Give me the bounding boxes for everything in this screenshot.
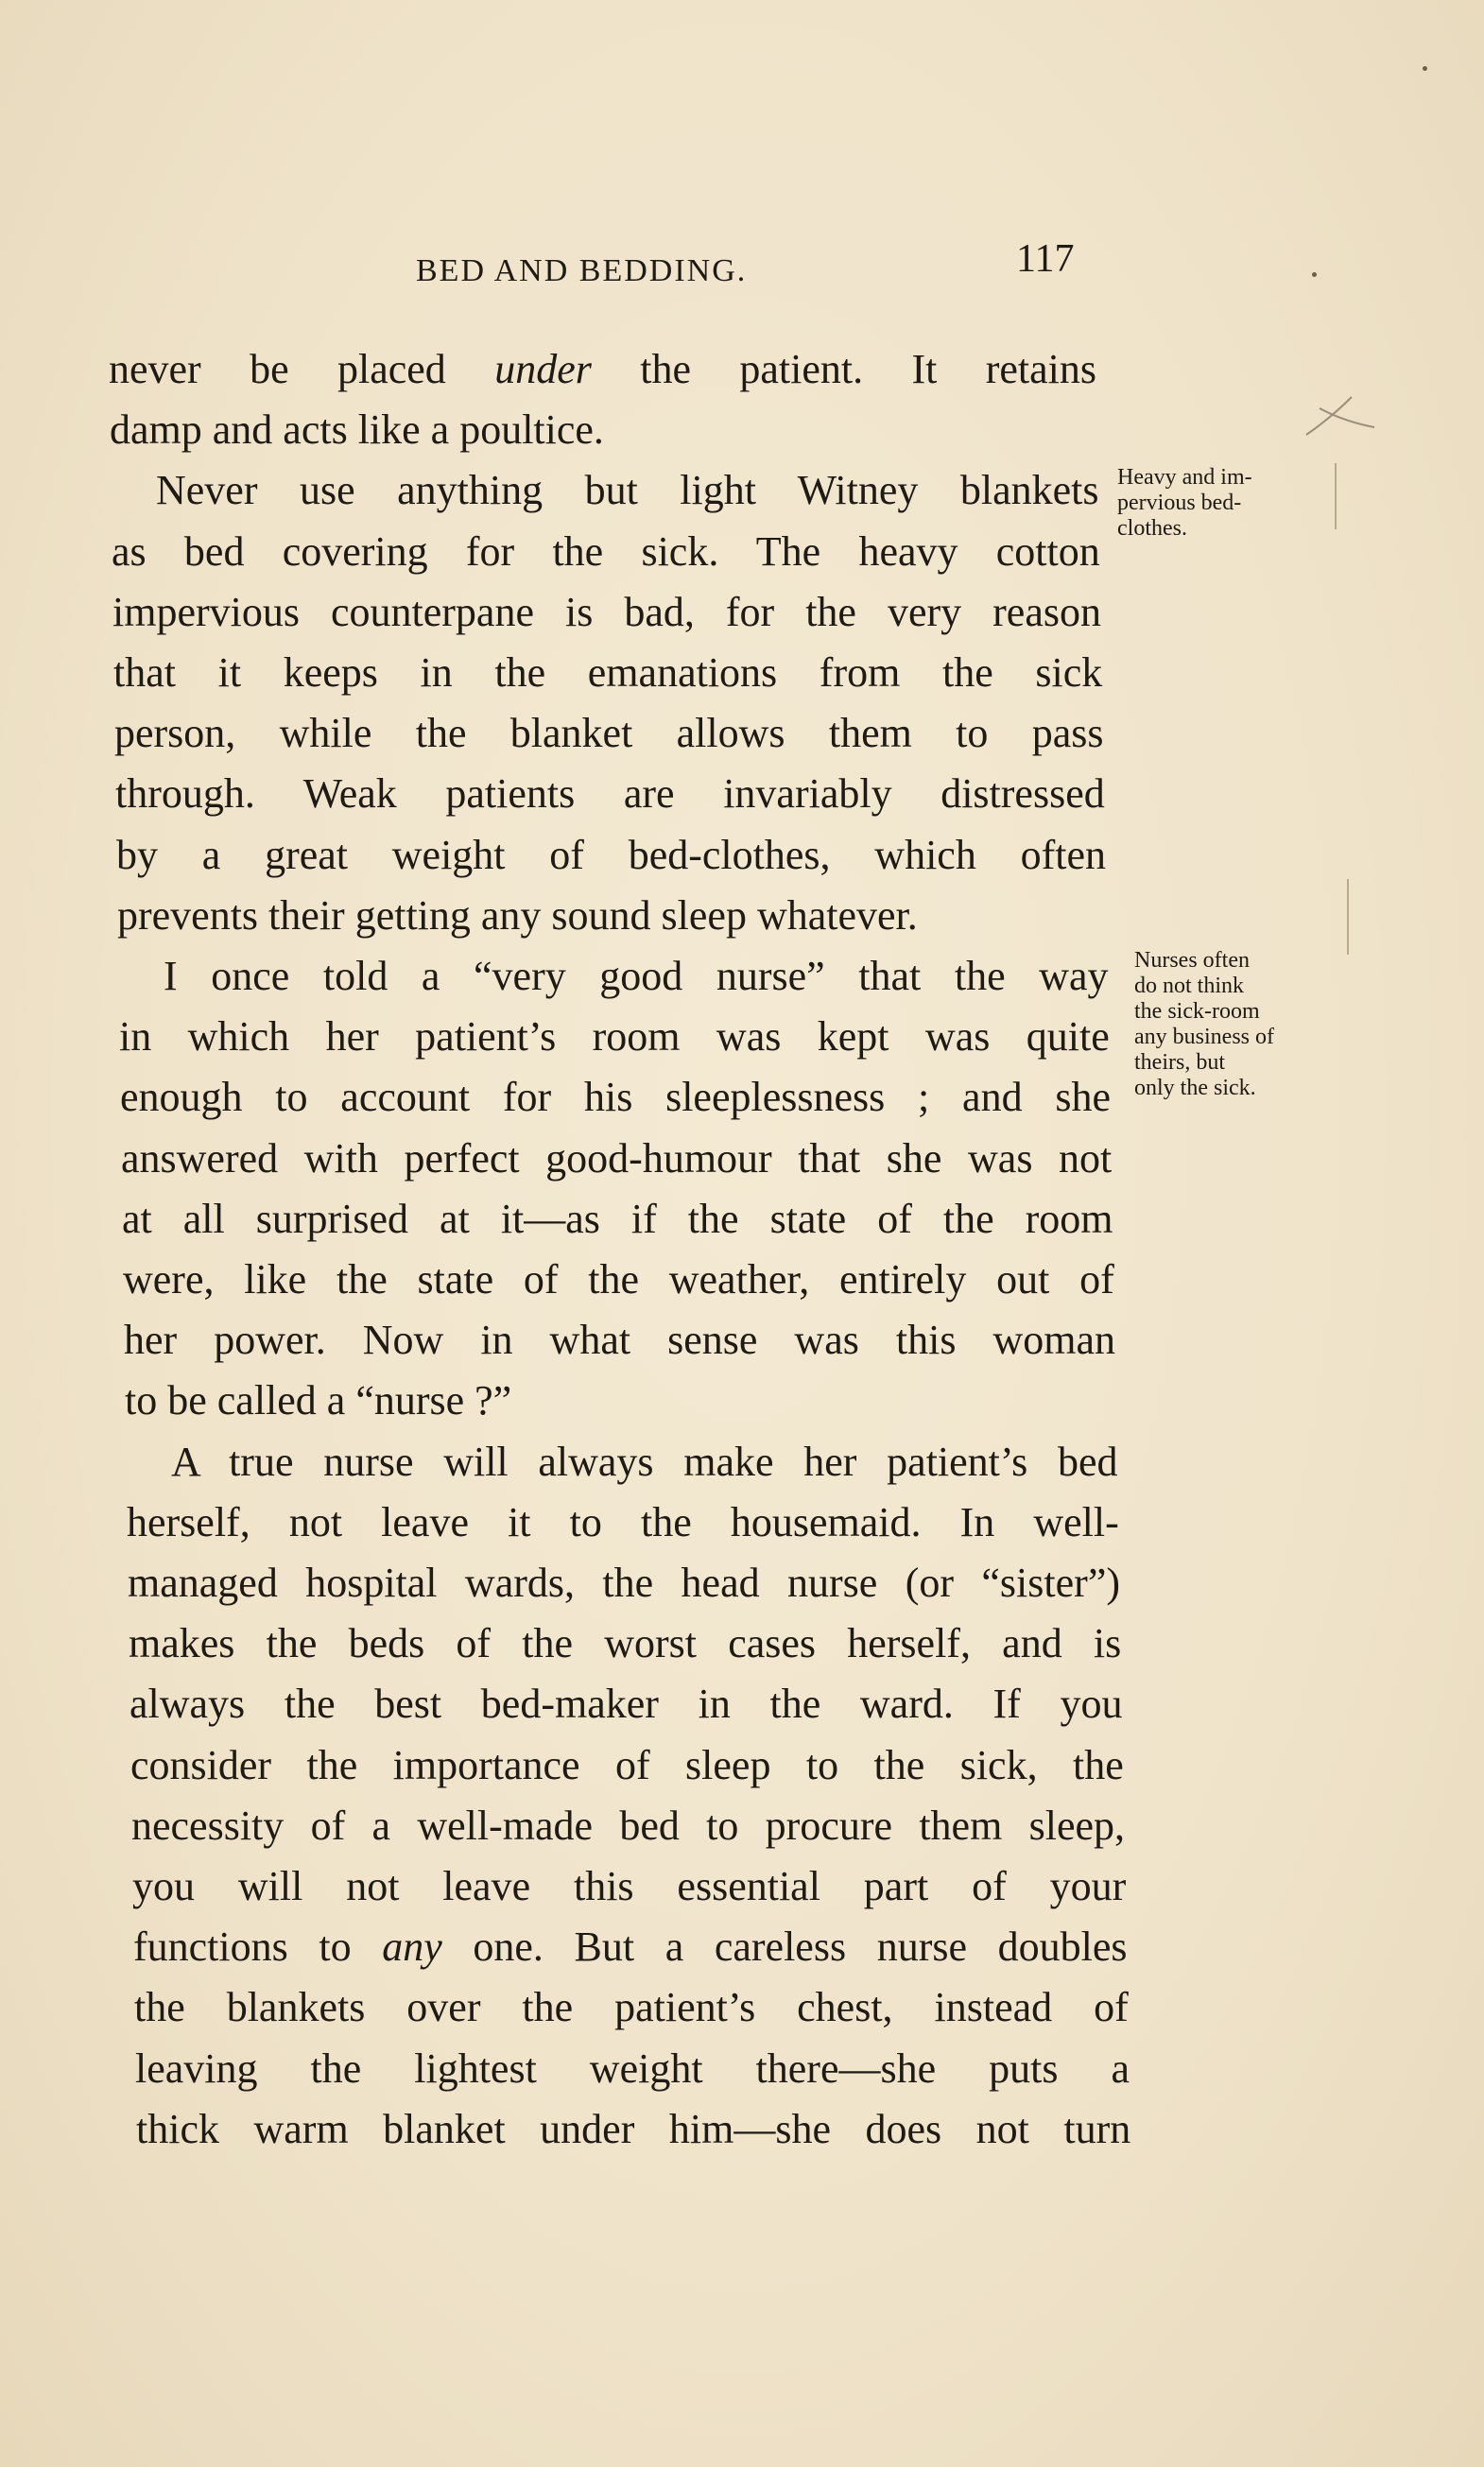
text-segment: that it keeps in the emanations from the sick (113, 649, 1103, 696)
text-segment: makes the beds of the worst cases herself, and is (129, 1620, 1122, 1667)
text-line (132, 1862, 1126, 1910)
marginal-note-line: the sick-room (1134, 999, 1260, 1024)
text-segment: A true nurse will always make her patient’s bed (171, 1438, 1118, 1485)
text-segment: the patient. It retains (591, 346, 1096, 392)
text-segment: thick warm blanket under him—she does not turn (136, 2105, 1131, 2152)
text-line (109, 345, 1096, 393)
marginal-note-line: only the sick. (1134, 1076, 1256, 1100)
text-segment: Never use anything but light Witney blankets (156, 467, 1099, 514)
text-line (127, 1498, 1119, 1546)
text-segment: impervious counterpane is bad, for the very reason (112, 588, 1101, 635)
pencil-mark-icon (1303, 389, 1378, 446)
text-line (121, 1134, 1112, 1182)
text-line (122, 1195, 1113, 1243)
text-line (164, 952, 1109, 1000)
text-line (112, 588, 1101, 636)
text-segment: as bed covering for the sick. The heavy cotton (112, 527, 1100, 575)
text-segment: you will not leave this essential part of your (132, 1863, 1127, 1909)
text-line (128, 1559, 1120, 1607)
text-segment: consider the importance of sleep to the sick, the (130, 1741, 1124, 1788)
spot-mark (1312, 272, 1317, 277)
marginal-note-line: Heavy and im- (1117, 465, 1252, 490)
spot-mark (1423, 66, 1427, 71)
text-line (135, 2044, 1130, 2093)
text-segment: I once told a “very good nurse” that the way (164, 953, 1109, 999)
text-line (134, 1983, 1129, 2031)
text-line (130, 1741, 1124, 1789)
text-segment: by a great weight of bed-clothes, which often (116, 831, 1106, 878)
text-line (112, 527, 1100, 576)
text-segment: managed hospital wards, the head nurse (or “sister”) (128, 1560, 1120, 1606)
text-segment: enough to account for his sleeplessness ; and she (120, 1074, 1111, 1121)
text-line (110, 405, 1097, 454)
text-line (131, 1802, 1125, 1850)
margin-rule (1335, 463, 1337, 529)
italic-emphasis: any (382, 1924, 442, 1971)
text-line (117, 891, 1107, 940)
text-segment: leaving the lightest weight there—she puts a (135, 2044, 1130, 2092)
text-line (114, 709, 1104, 757)
text-line (129, 1680, 1123, 1728)
text-segment: prevents their getting any sound sleep whatever. (117, 891, 918, 939)
text-segment: herself, not leave it to the housemaid. In well- (127, 1498, 1119, 1545)
text-line (115, 769, 1105, 818)
text-line (129, 1619, 1121, 1667)
marginal-note-line: Nurses often (1134, 948, 1250, 973)
text-segment: to be called a “nurse ?” (125, 1377, 512, 1424)
running-head: BED AND BEDDING. (416, 253, 748, 288)
marginal-note-line: do not think (1134, 974, 1245, 998)
text-segment: in which her patient’s room was kept was quite (119, 1013, 1110, 1061)
text-segment: person, while the blanket allows them to pass (114, 710, 1104, 757)
text-segment: the blankets over the patient’s chest, instead of (134, 1984, 1129, 2031)
text-line (156, 466, 1099, 514)
marginal-note-line: theirs, but (1134, 1050, 1225, 1075)
text-segment: necessity of a well-made bed to procure them sleep, (131, 1802, 1125, 1849)
marginal-note-nurses-sickroom (1134, 948, 1333, 1101)
text-line (133, 1923, 1128, 1971)
text-segment: functions to (133, 1924, 383, 1971)
italic-emphasis: under (494, 346, 592, 392)
text-segment: always the best bed-maker in the ward. If you (129, 1681, 1123, 1728)
text-line (124, 1316, 1115, 1364)
text-line (116, 831, 1106, 879)
text-line (123, 1255, 1114, 1303)
margin-rule (1347, 879, 1349, 955)
text-line (113, 648, 1102, 697)
text-segment: her power. Now in what sense was this woman (124, 1317, 1115, 1364)
text-line (119, 1012, 1110, 1061)
marginal-note-heavy-bedclothes (1117, 465, 1316, 542)
marginal-note-line: clothes. (1117, 516, 1187, 541)
marginal-note-line: any business of (1134, 1025, 1274, 1049)
text-segment: were, like the state of the weather, entirely out of (123, 1256, 1114, 1303)
text-segment: one. But a careless nurse doubles (441, 1924, 1128, 1971)
text-line (125, 1376, 1116, 1424)
page-number: 117 (1016, 237, 1075, 281)
text-segment: damp and acts like a poultice. (110, 406, 604, 454)
text-segment: answered with perfect good-humour that she was not (121, 1134, 1113, 1182)
body-text (0, 336, 1484, 2226)
text-segment: never be placed (109, 346, 495, 392)
text-line (120, 1073, 1111, 1121)
marginal-note-line: pervious bed- (1117, 491, 1242, 515)
text-segment: through. Weak patients are invariably distressed (115, 770, 1105, 818)
text-line (136, 2105, 1130, 2153)
text-line (171, 1438, 1118, 1486)
text-segment: at all surprised at it—as if the state of the room (122, 1195, 1113, 1242)
